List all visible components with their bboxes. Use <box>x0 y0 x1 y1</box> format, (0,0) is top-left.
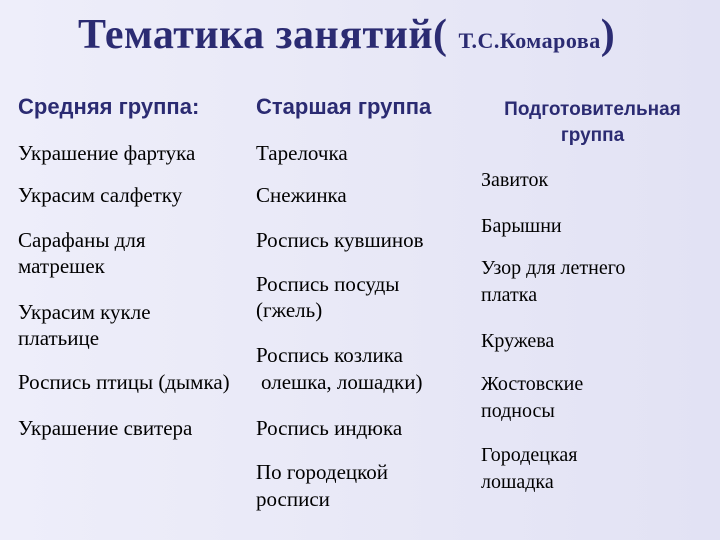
senior-item: Снежинка <box>256 183 347 207</box>
prep-item: Городецкая <box>481 444 578 466</box>
prep-item: Барышни <box>481 215 562 237</box>
middle-item: Украсим салфетку <box>18 183 183 207</box>
title-author: Т.С.Комарова <box>458 28 601 53</box>
middle-item: матрешек <box>18 254 105 278</box>
middle-item: Украсим кукле <box>18 300 151 324</box>
title-close-paren: ) <box>600 12 616 58</box>
prep-item: подносы <box>481 400 555 422</box>
middle-item: Украшение фартука <box>18 141 196 165</box>
senior-item: Роспись козлика <box>256 343 403 367</box>
senior-item: Тарелочка <box>256 141 348 165</box>
middle-item: платьице <box>18 326 100 350</box>
senior-item: Роспись кувшинов <box>256 228 424 252</box>
title-main-text: Тематика занятий( <box>78 12 448 58</box>
prep-group-header-line1: Подготовительная <box>504 99 681 120</box>
senior-item: олешка, лошадки) <box>261 370 423 394</box>
prep-item: лошадка <box>481 471 554 493</box>
prep-item: Узор для летнего <box>481 257 626 279</box>
middle-item: Украшение свитера <box>18 416 193 440</box>
senior-item: Роспись посуды <box>256 272 400 296</box>
prep-item: Завиток <box>481 169 549 191</box>
middle-group-header: Средняя группа: <box>18 94 200 119</box>
prep-group-header-line2: группа <box>560 125 625 146</box>
prep-item: Кружева <box>481 330 555 352</box>
page-title <box>78 14 615 56</box>
prep-item: Жостовские <box>481 373 584 395</box>
senior-item: По городецкой <box>256 460 389 484</box>
middle-item: Роспись птицы (дымка) <box>18 370 230 394</box>
senior-item: росписи <box>256 487 330 511</box>
middle-item: Сарафаны для <box>18 228 146 252</box>
prep-item: платка <box>481 284 538 306</box>
senior-item: (гжель) <box>256 298 323 322</box>
senior-group-header: Старшая группа <box>256 94 432 119</box>
senior-item: Роспись индюка <box>256 416 403 440</box>
prep-group-header <box>470 97 715 149</box>
